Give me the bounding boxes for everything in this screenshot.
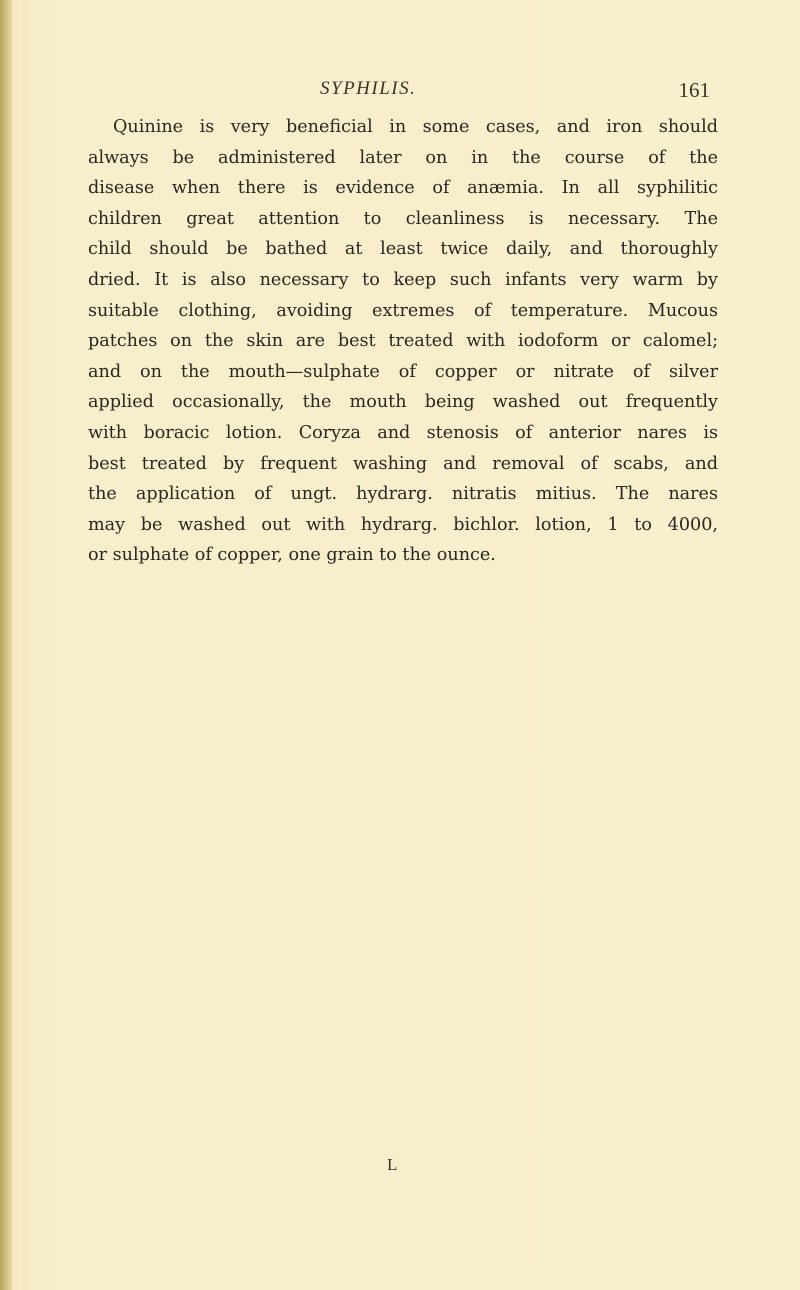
- text-line: the application of ungt. hydrarg. nitratis mitius. The nares: [88, 484, 718, 505]
- text-line: with boracic lotion. Coryza and stenosis of anterior nares is: [88, 422, 718, 443]
- running-title: SYPHILIS.: [320, 78, 417, 99]
- page-binding-edge: [0, 0, 12, 1290]
- text-line: disease when there is evidence of anæmia. In all syphilitic: [88, 178, 718, 199]
- text-line: applied occasionally, the mouth being washed out frequently: [88, 392, 718, 413]
- text-line: may be washed out with hydrarg. bichlor. lotion, 1 to 4000,: [88, 514, 718, 535]
- text-line: best treated by frequent washing and removal of scabs, and: [88, 453, 718, 474]
- text-line: suitable clothing, avoiding extremes of temperature. Mucous: [88, 300, 718, 321]
- running-head: [90, 78, 710, 106]
- printer-signature-mark: L: [387, 1155, 398, 1174]
- text-line: Quinine is very beneficial in some cases, and iron should: [113, 117, 718, 137]
- text-line: patches on the skin are best treated with iodoform or calomel;: [88, 331, 718, 352]
- page-number: 161: [678, 78, 710, 102]
- text-line: dried. It is also necessary to keep such infants very warm by: [88, 269, 718, 290]
- text-line: and on the mouth—sulphate of copper or nitrate of silver: [88, 361, 718, 382]
- text-line: child should be bathed at least twice daily, and thoroughly: [88, 239, 718, 260]
- text-line: children great attention to cleanliness is necessary. The: [88, 208, 718, 229]
- body-paragraph: [88, 112, 718, 571]
- text-line: always be administered later on in the course of the: [88, 147, 718, 168]
- text-line: or sulphate of copper, one grain to the ounce.: [88, 545, 496, 566]
